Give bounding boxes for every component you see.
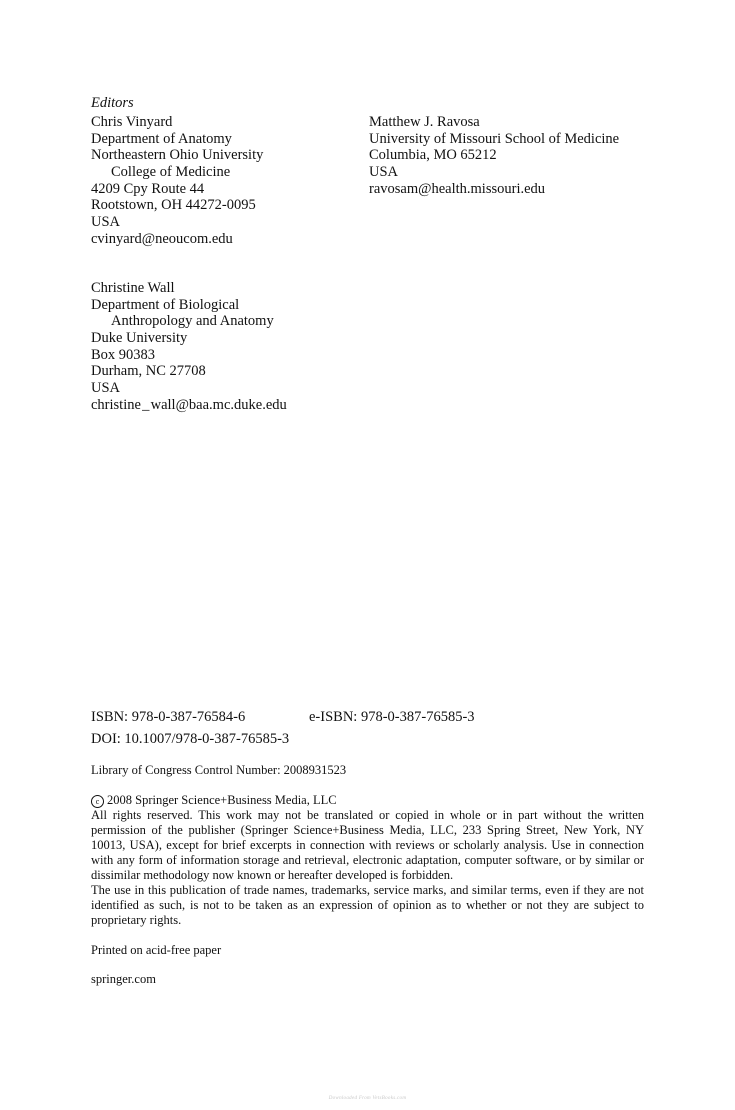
- website[interactable]: springer.com: [91, 972, 156, 986]
- address-line: Department of Anatomy: [91, 130, 232, 147]
- editor-email[interactable]: ravosam@health.missouri.edu: [369, 180, 546, 197]
- address-line: USA: [91, 214, 121, 231]
- editor-name: Chris Vinyard: [91, 114, 173, 130]
- lccn: Library of Congress Control Number: 2008931523: [91, 763, 347, 777]
- legal-notice: [91, 793, 644, 928]
- e-isbn: e-ISBN: 978-0-387-76585-3: [309, 709, 475, 725]
- editor-name: Christine Wall: [91, 280, 175, 296]
- address-line: Rootstown, OH 44272-0095: [91, 197, 256, 214]
- editor-address-vinyard: [91, 114, 263, 248]
- address-line: Anthropology and Anatomy: [111, 313, 274, 330]
- address-line: Durham, NC 27708: [91, 363, 206, 380]
- address-line: 4209 Cpy Route 44: [91, 180, 205, 197]
- address-line: College of Medicine: [111, 164, 231, 181]
- copyright-icon: c: [91, 795, 104, 808]
- address-line: USA: [91, 380, 121, 397]
- address-line: University of Missouri School of Medicine: [369, 130, 620, 147]
- isbn: ISBN: 978-0-387-76584-6: [91, 709, 246, 725]
- address-line: USA: [369, 164, 399, 181]
- editor-name: Matthew J. Ravosa: [369, 114, 480, 130]
- editor-email[interactable]: cvinyard@neoucom.edu: [91, 230, 233, 247]
- trademarks-paragraph: The use in this publication of trade names, trademarks, service marks, and similar terms, even if they are not identified as such, is not to be taken as an expression of opinion as to whether or not they are subject to proprietary rights.: [91, 883, 644, 927]
- footer-watermark: Downloaded From VetsBooks.com: [328, 1096, 407, 1101]
- editors-label: Editors: [91, 95, 134, 111]
- editor-address-ravosa: [369, 114, 619, 197]
- isbn-row: [91, 709, 475, 726]
- address-line: Duke University: [91, 330, 188, 347]
- email-domain: wall@baa.mc.duke.edu: [150, 396, 287, 413]
- address-line: Box 90383: [91, 346, 156, 363]
- editor-email[interactable]: [91, 397, 287, 414]
- copyright-line: [91, 793, 644, 808]
- doi: DOI: 10.1007/978-0-387-76585-3: [91, 731, 290, 747]
- copyright-text: 2008 Springer Science+Business Media, LLC: [107, 793, 337, 807]
- address-line: Northeastern Ohio University: [91, 147, 264, 164]
- rights-paragraph: All rights reserved. This work may not be translated or copied in whole or in part without the written permission of the publisher (Springer Science+Business Media, LLC, 233 Spring Street, New York, NY 10013, USA), except for brief excerpts in connection with reviews or scholarly analysis. Use in connection with any form of information storage and retrieval, electronic adaptation, computer software, or by similar or dissimilar methodology now known or hereafter developed is forbidden.: [91, 808, 644, 882]
- address-line: Department of Biological: [91, 296, 240, 313]
- email-underscore: _: [140, 396, 151, 413]
- printed-note: Printed on acid-free paper: [91, 943, 222, 957]
- address-line: Columbia, MO 65212: [369, 147, 497, 164]
- editor-address-wall: [91, 280, 287, 414]
- email-user: christine: [91, 396, 141, 413]
